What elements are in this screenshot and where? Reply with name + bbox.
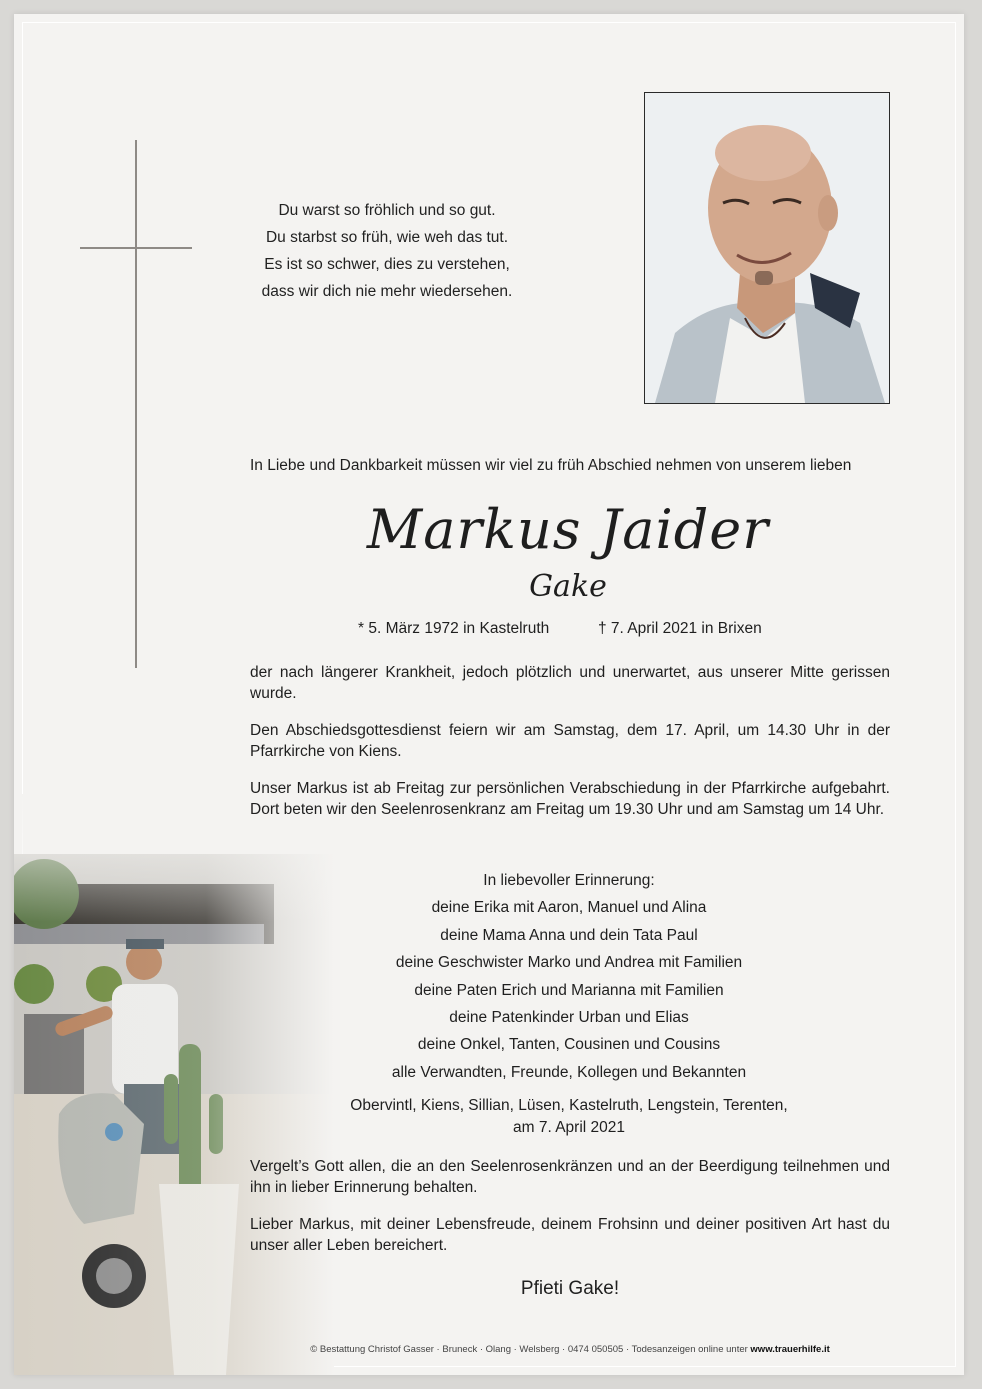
- poem: [232, 197, 542, 305]
- memory-heading: In liebevoller Erinnerung:: [483, 872, 655, 889]
- obituary-card: [14, 14, 964, 1375]
- footer-text: © Bestattung Christof Gasser · Bruneck · Olang · Welsberg · 0474 050505 · Todesanzeigen online unter: [310, 1344, 748, 1355]
- paragraph-thanks: Vergelt’s Gott allen, die an den Seelenrosenkränzen und an der Beerdigung teilnehmen und ihn in lieber Erinnerung behalten.: [250, 1158, 890, 1196]
- paragraph-illness: der nach längerer Krankheit, jedoch plötzlich und unerwartet, aus unserer Mitte gerissen wurde.: [250, 664, 890, 702]
- paragraph-closing: Lieber Markus, mit deiner Lebensfreude, deinem Frohsinn und deiner positiven Art hast du unser aller Leben bereichert.: [250, 1216, 890, 1254]
- deceased-name: Markus Jaider: [366, 498, 770, 561]
- poem-line: dass wir dich nie mehr wiedersehen.: [261, 283, 513, 300]
- nickname: Gake: [529, 569, 607, 604]
- cross-horizontal: [80, 247, 192, 249]
- mourner-line: alle Verwandten, Freunde, Kollegen und Bekannten: [391, 1063, 747, 1081]
- footer-website-link[interactable]: www.trauerhilfe.it: [750, 1344, 830, 1355]
- footer: [250, 1344, 890, 1355]
- birth-date: * 5. März 1972 in Kastelruth: [358, 620, 550, 637]
- mourners-list: [314, 867, 824, 1086]
- paragraph-viewing: Unser Markus ist ab Freitag zur persönlichen Verabschiedung in der Pfarrkirche aufgebahrt. Dort beten wir den Seelenrosenkranz am Freitag um 19.30 Uhr und am Samstag um 14 Uhr.: [250, 780, 890, 818]
- mourner-line: deine Patenkinder Urban und Elias: [449, 1009, 689, 1027]
- date-line: am 7. April 2021: [512, 1119, 625, 1136]
- paragraph-service: Den Abschiedsgottesdienst feiern wir am Samstag, dem 17. April, um 14.30 Uhr in der Pfarrkirche von Kiens.: [250, 722, 890, 760]
- death-date: † 7. April 2021 in Brixen: [598, 620, 762, 637]
- cross-vertical: [135, 140, 137, 668]
- intro-text: In Liebe und Dankbarkeit müssen wir viel zu früh Abschied nehmen von unserem lieben: [250, 457, 852, 474]
- mourner-line: deine Erika mit Aaron, Manuel und Alina: [431, 899, 707, 917]
- mourner-line: deine Mama Anna und dein Tata Paul: [440, 926, 698, 944]
- poem-line: Du starbst so früh, wie weh das tut.: [265, 229, 509, 246]
- portrait-photo: [644, 92, 890, 404]
- places-block: [314, 1095, 824, 1139]
- mourner-line: deine Onkel, Tanten, Cousinen und Cousins: [417, 1036, 721, 1054]
- mourner-line: deine Paten Erich und Marianna mit Familien: [414, 981, 724, 999]
- farewell: Pfieti Gake!: [520, 1278, 620, 1299]
- poem-line: Es ist so schwer, dies zu verstehen,: [264, 256, 510, 273]
- mourner-line: deine Geschwister Marko und Andrea mit Familien: [395, 954, 743, 972]
- places-line: Obervintl, Kiens, Sillian, Lüsen, Kastelruth, Lengstein, Terenten,: [350, 1097, 788, 1114]
- poem-line: Du warst so fröhlich und so gut.: [278, 202, 496, 219]
